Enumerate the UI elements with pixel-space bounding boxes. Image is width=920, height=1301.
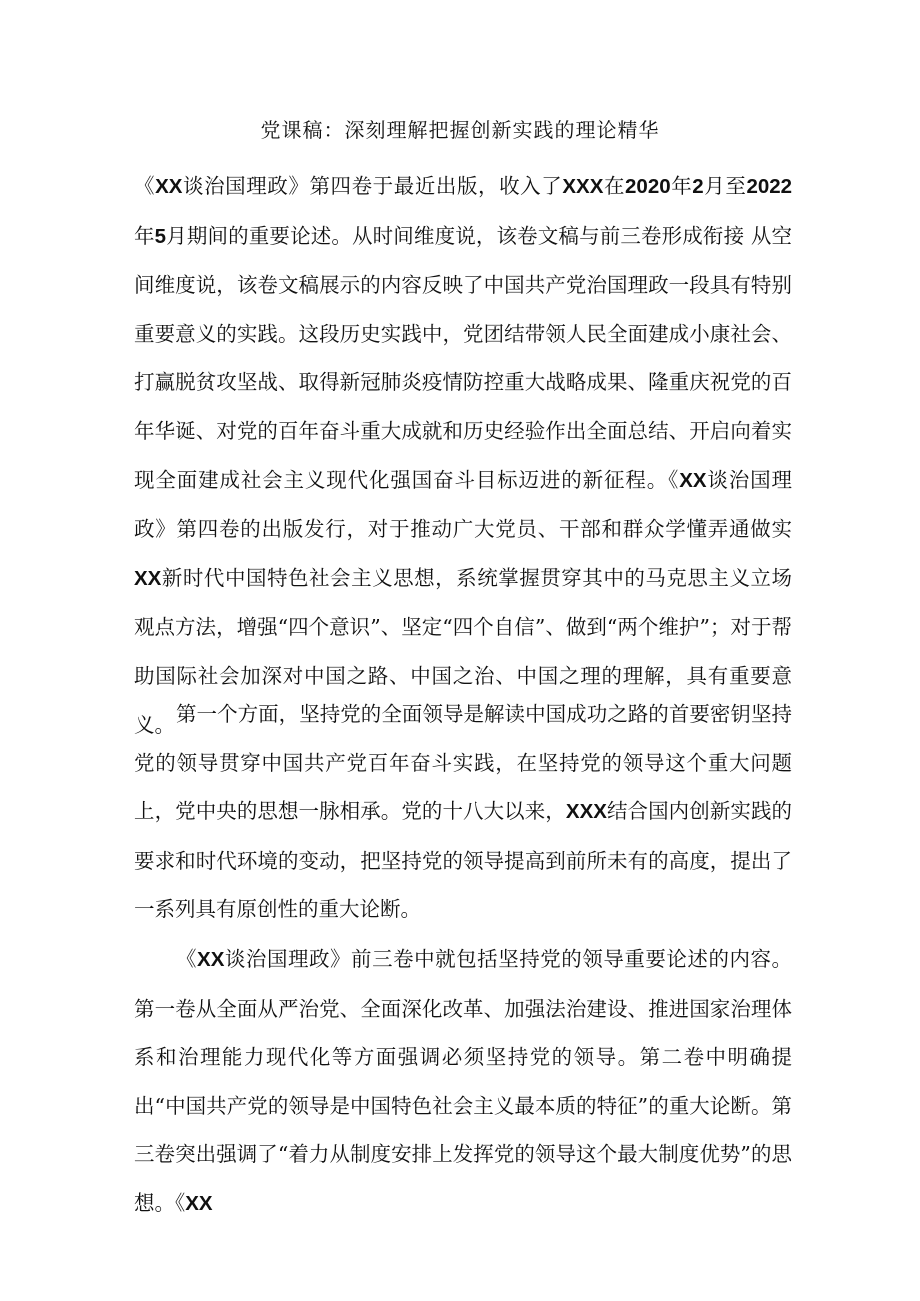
document-title: 党课稿：深刻理解把握创新实践的理论精华 (260, 118, 660, 142)
paragraph-1: 《XX谈治国理政》第四卷于最近出版，收入了XXX在2020年2月至2022年5月期间的重要论述。从时间维度说，该卷文稿与前三卷形成衔接 从空间维度说，该卷文稿展示的内容反映了中国共产党治国理政一段具有特别重要意义的实践。这段历史实践中，党团结带领人民全面建成小康社会、打赢脱贫攻坚战、取得新冠肺炎疫情防控重大战略成果、隆重庆祝党的百年华诞、对党的百年奋斗重大成就和历史经验作出全面总结、开启向着实现全面建成社会主义现代化强国奋斗目标迈进的新征程。《XX谈治国理政》第四卷的出版发行，对于推动广大党员、干部和群众学懂弄通做实XX新时代中国特色社会主义思想，系统掌握贯穿其中的马克思主义立场观点方法，增强“四个意识”、坚定“四个自信”、做到“两个维护”；对于帮助国际社会加深对中国之路、中国之治、中国之理的理解，具有重要意义。 (134, 174, 793, 737)
paragraph-2: 第一个方面，坚持党的全面领导是解读中国成功之路的首要密钥坚持党的领导贯穿中国共产党百年奋斗实践，在坚持党的领导这个重大问题上，党中央的思想一脉相承。党的十八大以来，XXX结合国内创新实践的要求和时代环境的变动，把坚持党的领导提高到前所未有的高度，提出了一系列具有原创性的重大论断。 (134, 702, 793, 922)
bold-token: 2 (692, 175, 704, 198)
bold-token: XX (185, 1191, 213, 1215)
bold-token: XX (197, 948, 225, 971)
bold-token: XXX (565, 800, 607, 824)
bold-token: 2020 (625, 175, 671, 198)
bold-token: 5 (154, 224, 167, 248)
bold-token: XX (155, 175, 183, 198)
bold-token: 2022 (746, 175, 793, 198)
bold-token: XXX (562, 175, 604, 198)
bold-token: XX (679, 468, 707, 492)
paragraph-3: 《XX谈治国理政》前三卷中就包括坚持党的领导重要论述的内容。第一卷从全面从严治党、全面深化改革、加强法治建设、推进国家治理体系和治理能力现代化等方面强调必须坚持党的领导。第二卷中明确提出“中国共产党的领导是中国特色社会主义最本质的特征”的重大论断。第三卷突出强调了“着力从制度安排上发挥党的领导这个最大制度优势”的思想。《XX (134, 947, 793, 1215)
bold-token: XX (134, 566, 162, 590)
